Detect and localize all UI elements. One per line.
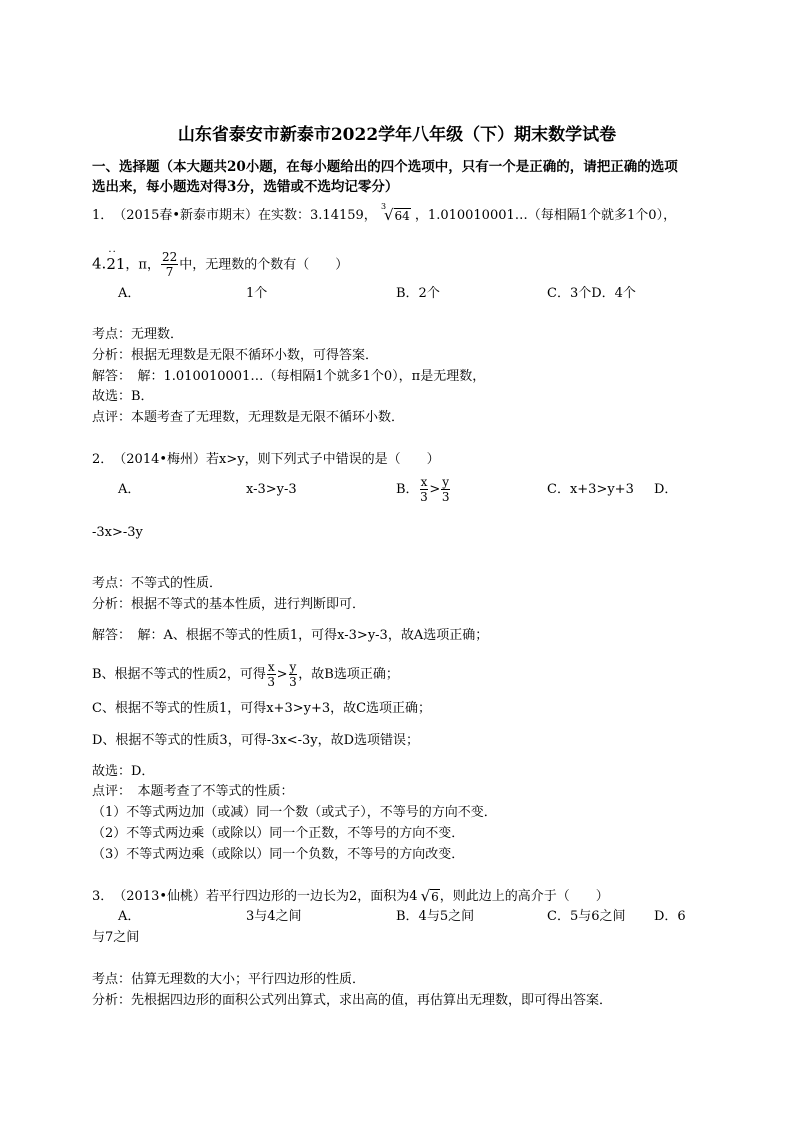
q1-dianping: 点评：本题考查了无理数，无理数是无限不循环小数． bbox=[92, 410, 405, 425]
q2-property-2: （2）不等式两边乘（或除以）同一个正数，不等号的方向不变． bbox=[92, 826, 465, 841]
q3-kaodian: 考点：估算无理数的大小；平行四边形的性质． bbox=[92, 972, 366, 987]
radicand: 64 bbox=[394, 209, 410, 223]
q1-stem-line2 bbox=[92, 251, 348, 278]
q2-stem: 2． （2014•梅州）若x>y，则下列式子中错误的是（ ） bbox=[92, 452, 440, 467]
q2-jieda-c: C、根据不等式的性质1，可得x+3>y+3，故C选项正确； bbox=[92, 701, 432, 716]
q2-jieda: 解答： 解：A、根据不等式的性质1，可得x-3>y-3，故A选项正确； bbox=[92, 628, 489, 643]
fraction-denominator: 3 bbox=[289, 675, 297, 689]
radical-sign-icon: √ bbox=[420, 887, 431, 905]
q2-property-3: （3）不等式两边乘（或除以）同一个负数，不等号的方向改变． bbox=[92, 847, 465, 862]
fraction-numerator: y bbox=[442, 475, 450, 489]
q3-fenxi: 分析：先根据四边形的面积公式列出算式，求出高的值，再估算出无理数，即可得出答案． bbox=[92, 993, 613, 1008]
q2-jieda-b-pre: B、根据不等式的性质2，可得 bbox=[92, 667, 266, 682]
fraction-numerator: x bbox=[267, 660, 275, 674]
q1-stem-text-b: ，1.010010001…（每相隔1个就多1个0）， bbox=[414, 208, 677, 223]
page-title: 山东省泰安市新泰市2022学年八年级（下）期末数学试卷 bbox=[177, 125, 617, 145]
fraction-denominator: 3 bbox=[441, 490, 450, 504]
fraction-denominator: 3 bbox=[420, 490, 428, 504]
q2-dianping: 点评： 本题考查了不等式的性质： bbox=[92, 784, 294, 799]
q2-option-b bbox=[396, 476, 451, 503]
q2-option-a-label: A． bbox=[118, 482, 141, 497]
square-root-expression bbox=[418, 889, 440, 904]
q1-fenxi: 分析：根据无理数是无限不循环小数，可得答案． bbox=[92, 348, 379, 363]
q3-option-a-label: A． bbox=[118, 909, 141, 924]
section-heading-line1: 一、选择题（本大题共20小题，在每小题给出的四个选项中，只有一个是正确的，请把正确的选项 bbox=[92, 159, 678, 175]
q2-fenxi: 分析：根据不等式的基本性质，进行判断即可． bbox=[92, 597, 366, 612]
fraction-denominator: 3 bbox=[267, 675, 276, 689]
q3-option-a: 3与4之间 bbox=[246, 909, 302, 924]
fraction-y-3 bbox=[441, 476, 450, 503]
q1-jieda: 解答： 解：1.010010001…（每相隔1个就多1个0），π是无理数， bbox=[92, 369, 486, 384]
q2-option-d-label: D． bbox=[654, 482, 678, 497]
q2-option-b-label: B． bbox=[396, 482, 419, 497]
q2-option-d: -3x>-3y bbox=[92, 525, 143, 540]
q1-option-cd: C．3个D．4个 bbox=[547, 286, 636, 301]
section-heading-line2: 选出来，每小题选对得3分，选错或不选均记零分） bbox=[92, 179, 399, 195]
q1-stem-line1 bbox=[92, 202, 677, 224]
greater-than-sign: > bbox=[429, 482, 441, 497]
q1-stem-text-c: ，π， bbox=[125, 257, 160, 273]
q2-jieda-b bbox=[92, 661, 399, 688]
fraction-denominator: 7 bbox=[165, 265, 174, 279]
q3-option-b: B．4与5之间 bbox=[396, 909, 475, 924]
q1-guxuan: 故选：B． bbox=[92, 389, 154, 404]
q2-jieda-d: D、根据不等式的性质3，可得-3x<-3y，故D选项错误； bbox=[92, 733, 420, 748]
greater-than-sign: > bbox=[276, 667, 288, 682]
radical-sign-icon: √ bbox=[383, 206, 394, 224]
q2-property-1: （1）不等式两边加（或减）同一个数（或式子），不等号的方向不变． bbox=[92, 805, 497, 820]
fraction-y-3 bbox=[289, 661, 298, 688]
q3-stem-text-b: ，则此边上的高介于（ ） bbox=[439, 889, 609, 904]
area-coefficient: 4 bbox=[409, 889, 418, 904]
q3-stem-text-a: 3． （2013•仙桃）若平行四边形的一边长为2，面积为 bbox=[92, 889, 410, 904]
q1-kaodian: 考点：无理数． bbox=[92, 327, 184, 342]
fraction-numerator: 22 bbox=[161, 250, 178, 264]
q2-option-a: x-3>y-3 bbox=[246, 482, 297, 497]
q1-option-b: B．2个 bbox=[396, 286, 440, 301]
repeating-decimal-digits: · · 21 bbox=[106, 257, 125, 272]
q2-kaodian: 考点：不等式的性质． bbox=[92, 576, 223, 591]
q1-stem-text-d: 中，无理数的个数有（ ） bbox=[179, 257, 349, 273]
radicand: 6 bbox=[431, 890, 439, 904]
q2-jieda-b-post: ，故B选项正确； bbox=[298, 667, 399, 682]
fraction-x-3 bbox=[420, 476, 429, 503]
q3-stem bbox=[92, 889, 609, 904]
fraction-numerator: y bbox=[289, 660, 297, 674]
q2-guxuan: 故选：D． bbox=[92, 764, 155, 779]
q3-option-c: C．5与6之间 bbox=[547, 909, 626, 924]
q3-option-d-cont: 与7之间 bbox=[92, 930, 140, 945]
q2-option-c: C．x+3>y+3 bbox=[547, 482, 634, 497]
root-index: 3 bbox=[380, 202, 387, 211]
q1-option-a: 1个 bbox=[246, 286, 268, 301]
fraction-numerator: x bbox=[420, 475, 428, 489]
cube-root-expression bbox=[380, 202, 411, 224]
q1-stem-text-a: 1． （2015春•新泰市期末）在实数：3.14159， bbox=[92, 208, 377, 223]
fraction-22-7 bbox=[161, 251, 178, 278]
repeating-decimal-int: 4. bbox=[92, 254, 107, 273]
q3-option-d: D．6 bbox=[654, 909, 686, 924]
fraction-x-3 bbox=[267, 661, 276, 688]
q1-option-a-label: A． bbox=[118, 286, 141, 301]
